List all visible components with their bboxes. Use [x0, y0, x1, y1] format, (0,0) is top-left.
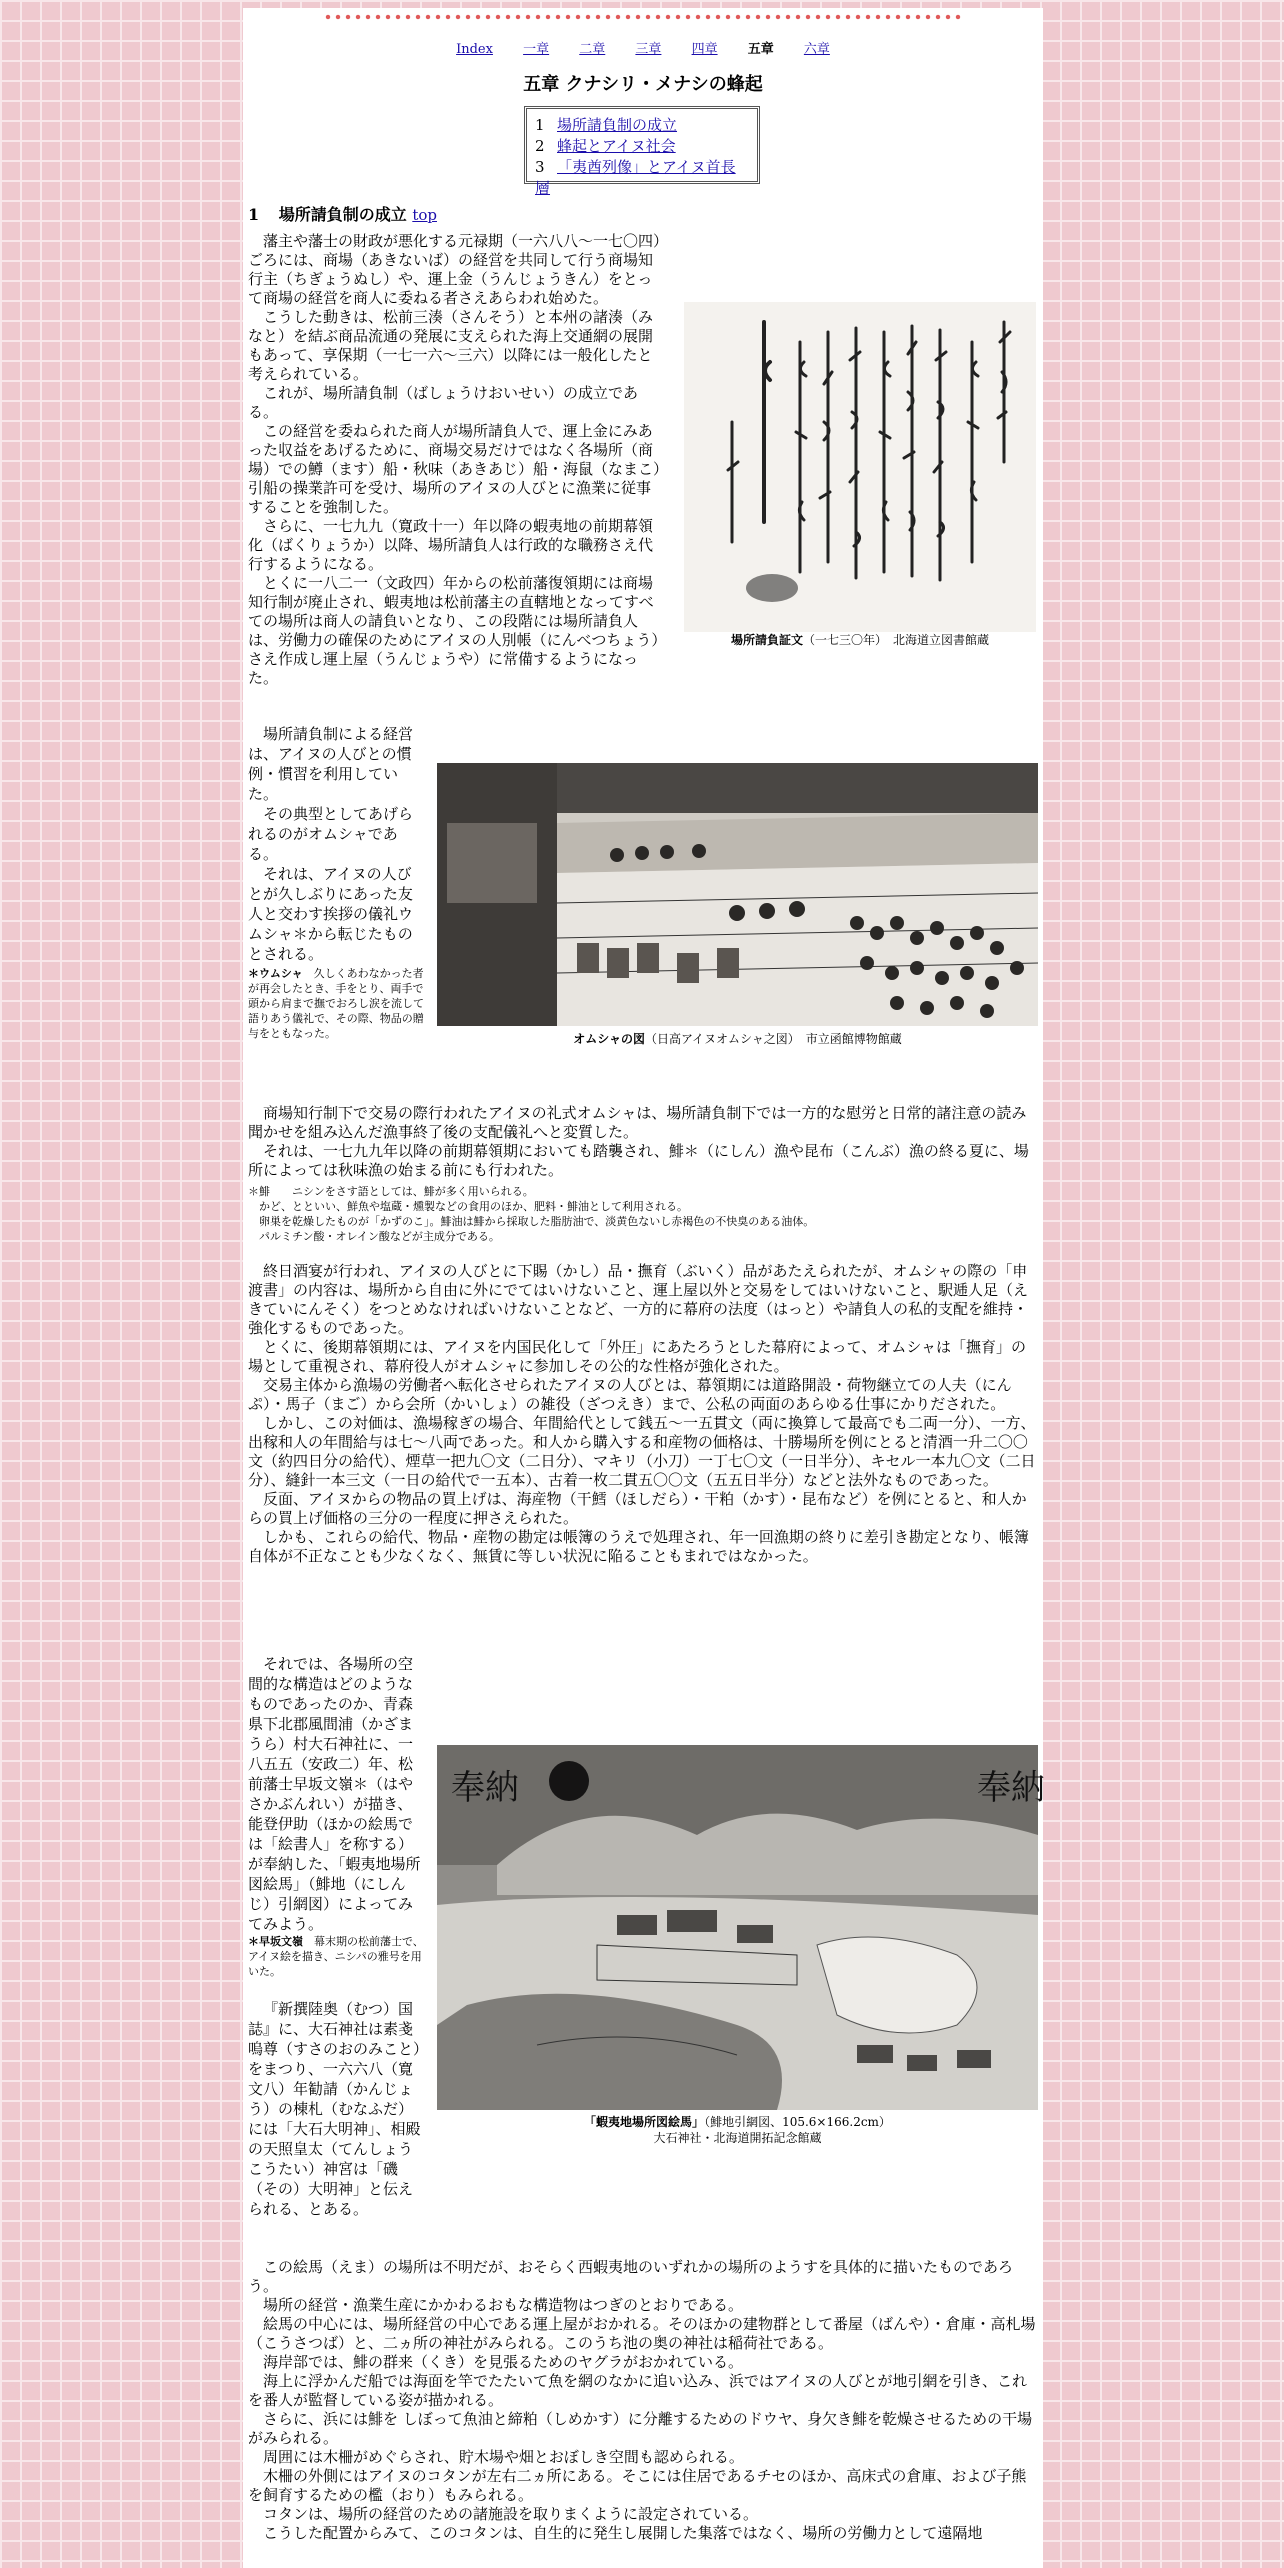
caption-detail: （日高アイヌオムシャ之図） 市立函館博物館蔵 — [645, 1032, 902, 1046]
section-title: 場所請負制の成立 — [278, 205, 407, 224]
toc-number: 1 — [535, 116, 545, 134]
footnote-line: ＊鯡 ニシンをさす語としては、鯡が多く用いられる。 — [248, 1185, 534, 1198]
nav-ch4-link[interactable]: 四章 — [691, 42, 718, 57]
top-link[interactable]: top — [412, 206, 437, 224]
table-of-contents — [524, 106, 760, 197]
lower-text — [248, 1262, 1038, 1566]
caption-title: 場所請負証文 — [730, 633, 803, 647]
chapter-nav — [243, 38, 1043, 57]
toc-link[interactable]: 場所請負制の成立 — [557, 116, 678, 134]
ema-text — [248, 1654, 424, 2219]
paragraph: 終日酒宴が行われ、アイヌの人びとに下賜（かし）品・撫育（ぶいく）品があたえられたが、オムシャの際の「申渡書」の内容は、場所から自由に外にでてはいけないこと、運上屋以外と交易をしてはいけないこと、駅逓人足（えきていにんそく）をつとめなければいけないことなど、一方的に幕府の法度（はっと）や請負人の私的支配を維持・強化するものであった。 — [248, 1262, 1029, 1337]
caption-title: オムシャの図 — [573, 1032, 646, 1046]
nav-ch5-current: 五章 — [747, 42, 774, 57]
calligraphy-drawing — [684, 302, 1036, 632]
footnote-line: パルミチン酸・オレイン酸などが主成分である。 — [259, 1230, 500, 1243]
toc-link[interactable]: 蜂起とアイヌ社会 — [557, 137, 676, 155]
ema-scene-drawing — [437, 1745, 1045, 2110]
paragraph: さらに、浜には鯡を しぼって魚油と締粕（しめかす）に分離するためのドウヤ、身欠き鯡を乾燥させるための干場がみられる。 — [248, 2410, 1033, 2447]
paragraph: 木柵の外側にはアイヌのコタンが左右二ヵ所にある。そこには住居であるチセのほか、高床式の倉庫、および子熊を飼育するための檻（おり）もみられる。 — [248, 2467, 1027, 2504]
paragraph: この絵馬（えま）の場所は不明だが、おそらく西蝦夷地のいずれかの場所のようすを具体的に描いたものであろう。 — [248, 2258, 1014, 2295]
mid-text — [248, 1104, 1038, 1566]
toc-item — [535, 136, 749, 157]
toc-number: 2 — [535, 137, 545, 155]
dotted-divider — [323, 14, 963, 20]
nav-ch6-link[interactable]: 六章 — [803, 42, 830, 57]
caption-line2: 大石神社・北海道開拓記念館蔵 — [653, 2131, 822, 2145]
paragraph: 交易主体から漁場の労働者へ転化させられたアイヌの人びとは、幕領期には道路開設・荷物継立ての人夫（にんぷ）・馬子（まご）から会所（かいしょ）の雑役（ざつえき）まで、公私の両面のあらゆる仕事にかりだされた。 — [248, 1376, 1012, 1413]
nav-ch3-link[interactable]: 三章 — [635, 42, 662, 57]
nav-ch1-link[interactable]: 一章 — [523, 42, 550, 57]
paragraph: その典型としてあげられるのがオムシャである。 — [248, 805, 414, 863]
paragraph: それは、一七九九年以降の前期幕領期においても踏襲され、鯡＊（にしん）漁や昆布（こんぶ）漁の終る夏に、場所によっては秋味漁の始まる前にも行われた。 — [248, 1142, 1029, 1179]
figure-caption — [437, 1031, 1038, 1047]
paragraph: 『新撰陸奥（むつ）国誌』に、大石神社は素戔嗚尊（すさのおのみこと）をまつり、一六六八（寛文八）年勧請（かんじょう）の棟札（むなふだ）には「大石大明神」、相殿の天照皇太（てんしょうこうたい）神宮は「磯（その）大明神」と伝えられる、とある。 — [248, 2000, 421, 2218]
omusha-scene-drawing — [437, 763, 1038, 1026]
paragraph: とくに、後期幕領期には、アイヌを内国民化して「外圧」にあたろうとした幕府によって、オムシャは「撫育」の場として重視され、幕府役人がオムシャに参加しその公的な性格が強化された。 — [248, 1338, 1027, 1375]
content-page — [243, 8, 1043, 2568]
nav-ch2-link[interactable]: 二章 — [579, 42, 606, 57]
paragraph: この経営を委ねられた商人が場所請負人で、運上金にみあった収益をあげるために、商場交易だけではなく各場所（商場）での鱒（ます）船・秋味（あきあじ）船・海鼠（なまこ）引船の操業許可を受け、場所のアイヌの人びとに漁業に従事することを強制した。 — [248, 422, 661, 516]
ema-right-inscription: 奉納 — [977, 1768, 1045, 1808]
paragraph: さらに、一七九九（寛政十一）年以降の蝦夷地の前期幕領化（ばくりょうか）以降、場所請負人は行政的な職務さえ代行するようになる。 — [248, 517, 654, 573]
paragraph: コタンは、場所の経営のための諸施設を取りまくように設定されている。 — [263, 2505, 759, 2523]
paragraph: それでは、各場所の空間的な構造はどのようなものであったのか、青森県下北郡風間浦（かざまうら）村大石神社に、一八五五（安政二）年、松前藩士早坂文嶺＊（はやさかぶんれい）が描き、能登伊助（ほかの絵馬では「絵書人」を称する）が奉納した、「蝦夷地場所図絵馬」（鯡地（にしんじ）引網図）によってみてみよう。 — [248, 1655, 421, 1933]
toc-link[interactable]: 「夷酋列像」とアイヌ首長層 — [535, 158, 736, 197]
paragraph: 海上に浮かんだ船では海面を竿でたたいて魚を網のなかに追い込み、浜ではアイヌの人びとが地引網を引き、これを番人が監督している姿が描かれる。 — [248, 2372, 1027, 2409]
intro-text — [248, 232, 666, 688]
paragraph: 周囲には木柵がめぐらされ、貯木場や畑とおぼしき空間も認められる。 — [263, 2448, 744, 2466]
nav-index-link[interactable]: Index — [456, 42, 493, 57]
footnote-line: かど、とといい、鮮魚や塩蔵・燻製などの食用のほか、肥料・鯡油として利用される。 — [259, 1200, 688, 1213]
footnote-text: 幕末期の松前藩士で、アイヌ絵を描き、ニシパの雅号を用いた。 — [248, 1935, 424, 1978]
paragraph: 場所請負制による経営は、アイヌの人びとの慣例・慣習を利用していた。 — [248, 725, 414, 803]
omusha-painting — [437, 763, 1038, 1026]
ema-painting — [437, 1745, 1045, 2110]
toc-item — [535, 157, 749, 199]
paragraph: 藩主や藩士の財政が悪化する元禄期（一六八八～一七〇四）ごろには、商場（あきないば）の経営を共同して行う商場知行主（ちぎょうぬし）や、運上金（うんじょうきん）をとって商場の経営を商人に委ねる者さえあらわれ始めた。 — [248, 232, 661, 307]
paragraph: 商場知行制下で交易の際行われたアイヌの礼式オムシャは、場所請負制下では一方的な慰労と日常的諸注意の読み聞かせを組み込んだ漁事終了後の支配儀礼へと変質した。 — [248, 1104, 1027, 1141]
paragraph: 絵馬の中心には、場所経営の中心である運上屋がおかれる。そのほかの建物群として番屋（ばんや）・倉庫・高札場（こうさつば）と、二ヵ所の神社がみられる。このうち池の奥の神社は稲荷社である。 — [248, 2315, 1036, 2352]
paragraph: こうした配置からみて、このコタンは、自生的に発生し展開した集落ではなく、場所の労働力として遠隔地 — [263, 2524, 983, 2542]
footnote-term: ＊早坂文嶺 — [248, 1935, 303, 1948]
footnote — [248, 1184, 1038, 1244]
paragraph: しかし、この対価は、漁場稼ぎの場合、年間給代として銭五～一五貫文（両に換算して最高でも二両一分）、一方、出稼和人の年間給与は七～八両であった。和人から購入する和産物の価格は、十勝場所を例にとると清酒一升二〇〇文（約四日分の給代）、煙草一把九〇文（二日分）、マキリ（小刀）一丁七〇文（一日半分）、キセル一本九〇文（二日分）、縫針一本三文（一日の給代で一五本）、古着一枚二貫五〇〇文（五五日半分）などと法外なものであった。 — [248, 1414, 1036, 1489]
certificate-image — [684, 302, 1036, 632]
paragraph: こうした動きは、松前三湊（さんそう）と本州の諸湊（みなと）を結ぶ商品流通の発展に支えられた海上交通網の展開もあって、享保期（一七一六～三六）以降には一般化したと考えられている。 — [248, 308, 654, 383]
caption-detail: （一七三〇年） 北海道立図書館蔵 — [803, 633, 990, 647]
paragraph: それは、アイヌの人びとが久しぶりにあった友人と交わす挨拶の儀礼ウムシャ＊から転じたものとされる。 — [248, 865, 414, 963]
paragraph: とくに一八二一（文政四）年からの松前藩復領期には商場知行制が廃止され、蝦夷地は松前藩主の直轄地となってすべての場所は商人の請負いとなり、この段階には場所請負人は、労働力の確保のためにアイヌの人別帳（にんべつちょう）さえ作成し運上屋（うんじょうや）に常備するようになった。 — [248, 574, 659, 687]
paragraph: しかも、これらの給代、物品・産物の勘定は帳簿のうえで処理され、年一回漁期の終りに差引き勘定となり、帳簿自体が不正なことも少なくなく、無賃に等しい状況に陥ることもまれではなかった。 — [248, 1528, 1029, 1565]
paragraph: 海岸部では、鯡の群来（くき）を見張るためのヤグラがおかれている。 — [263, 2353, 744, 2371]
footnote-line: 卵巣を乾燥したものが「かずのこ」。鯡油は鯡から採取した脂肪油で、淡黄色ないし赤褐色の不快臭のある油体。 — [259, 1215, 815, 1228]
paragraph: 反面、アイヌからの物品の買上げは、海産物（干鱈（ほしだら）・干粕（かす）・昆布など）を例にとると、和人からの買上げ価格の三分の一程度に押さえられた。 — [248, 1490, 1027, 1527]
toc-item — [535, 115, 749, 136]
caption-detail: （鯡地引網図、105.6×166.2cm） — [704, 2115, 891, 2129]
footnote-text: 久しくあわなかった者が再会したとき、手をとり、両手で頭から肩まで撫でおろし涙を流して語りあう儀礼で、その際、物品の贈与をともなった。 — [248, 967, 424, 1040]
section-number: 1 — [248, 205, 260, 224]
figure-caption — [684, 632, 1036, 648]
omusha-text — [248, 724, 424, 1041]
ema-left-inscription: 奉納 — [451, 1768, 519, 1808]
figure-caption — [437, 2114, 1038, 2146]
paragraph: これが、場所請負制（ばしょうけおいせい）の成立である。 — [248, 384, 639, 421]
paragraph: 場所の経営・漁業生産にかかわるおもな構造物はつぎのとおりである。 — [263, 2296, 744, 2314]
section-heading — [248, 202, 437, 225]
bottom-text — [248, 2258, 1038, 2543]
footnote-term: ＊ウムシャ — [248, 967, 303, 980]
footnote — [248, 966, 424, 1041]
chapter-title: 五章 クナシリ・メナシの蜂起 — [523, 74, 763, 95]
footnote — [248, 1934, 424, 1979]
caption-title: 「蝦夷地場所図絵馬」 — [584, 2115, 705, 2129]
toc-number: 3 — [535, 158, 545, 176]
